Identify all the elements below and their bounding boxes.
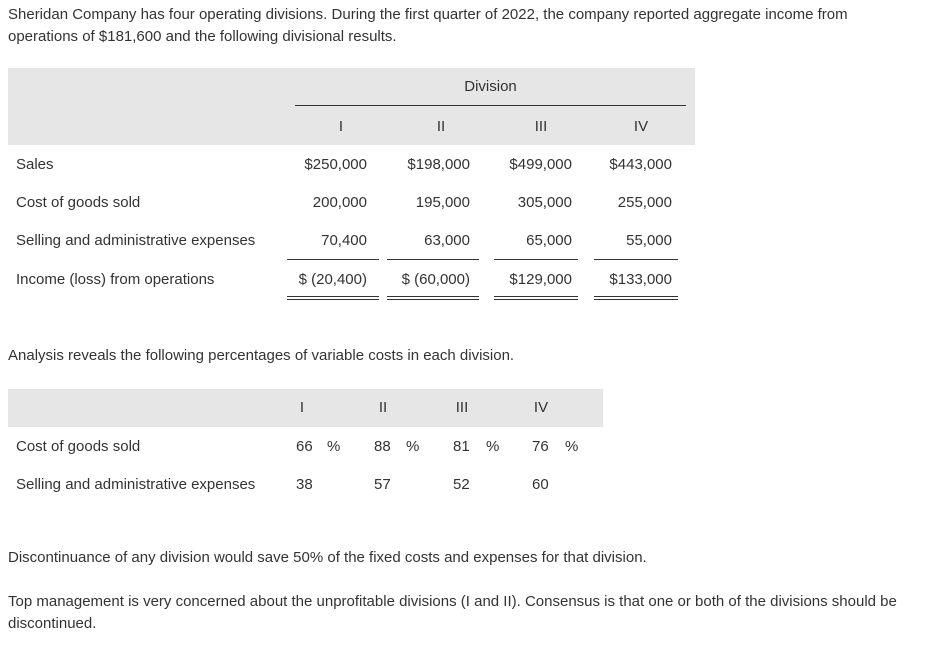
pct-sae-ii: 57 bbox=[374, 476, 391, 493]
discontinuance-paragraph: Discontinuance of any division would save 50% of the fixed costs and expenses for that division. bbox=[8, 549, 647, 566]
percent-sign: % bbox=[486, 438, 500, 455]
column-header-iii: III bbox=[534, 118, 548, 135]
column-header-ii: II bbox=[378, 399, 388, 416]
pct-cogs-i: 66 bbox=[296, 438, 313, 455]
column-header-i: I bbox=[338, 118, 344, 135]
header-rule bbox=[295, 105, 686, 106]
total-double-rule bbox=[287, 296, 379, 300]
pct-cogs-iii: 81 bbox=[453, 438, 470, 455]
top-management-paragraph: Top management is very concerned about the unprofitable divisions (I and II). Consensus is that one or both of the divisions should be discontinued. bbox=[8, 593, 897, 632]
intro-paragraph: Sheridan Company has four operating divisions. During the first quarter of 2022, the company reported aggregate income from operations of $181,600 and the following divisional results. bbox=[8, 6, 848, 45]
cell-sae-i: 70,400 bbox=[321, 232, 367, 249]
total-double-rule bbox=[387, 296, 479, 300]
pct-cogs-iv: 76 bbox=[532, 438, 549, 455]
column-header-iv: IV bbox=[633, 118, 649, 135]
pct-sae-iv: 60 bbox=[532, 476, 549, 493]
cell-sales-iii: $499,000 bbox=[509, 156, 572, 173]
cell-sales-i: $250,000 bbox=[304, 156, 367, 173]
percent-sign: % bbox=[327, 438, 341, 455]
cell-cogs-ii: 195,000 bbox=[415, 194, 470, 211]
row-label: Income (loss) from operations bbox=[16, 271, 215, 288]
cell-cogs-iv: 255,000 bbox=[617, 194, 672, 211]
division-group-header: Division bbox=[464, 78, 517, 95]
cell-income-ii: $ (60,000) bbox=[401, 271, 470, 288]
cell-sae-ii: 63,000 bbox=[424, 232, 470, 249]
cell-sales-ii: $198,000 bbox=[407, 156, 470, 173]
cell-sae-iv: 55,000 bbox=[626, 232, 672, 249]
percent-sign: % bbox=[406, 438, 420, 455]
row-label: Sales bbox=[16, 156, 54, 173]
column-header-ii: II bbox=[436, 118, 446, 135]
row-label: Cost of goods sold bbox=[16, 438, 141, 455]
cell-income-iii: $129,000 bbox=[509, 271, 572, 288]
subtotal-rule bbox=[287, 259, 379, 260]
cell-cogs-iii: 305,000 bbox=[517, 194, 572, 211]
row-label: Selling and administrative expenses bbox=[16, 232, 256, 249]
subtotal-rule bbox=[387, 259, 479, 260]
pct-cogs-ii: 88 bbox=[374, 438, 391, 455]
table-header bbox=[8, 389, 603, 427]
cell-cogs-i: 200,000 bbox=[312, 194, 367, 211]
pct-sae-iii: 52 bbox=[453, 476, 470, 493]
cell-income-i: $ (20,400) bbox=[298, 271, 367, 288]
row-label: Cost of goods sold bbox=[16, 194, 141, 211]
row-label: Selling and administrative expenses bbox=[16, 476, 256, 493]
total-double-rule bbox=[594, 296, 678, 300]
percent-sign: % bbox=[565, 438, 579, 455]
table-header bbox=[8, 68, 695, 145]
pct-sae-i: 38 bbox=[296, 476, 313, 493]
subtotal-rule bbox=[594, 259, 678, 260]
analysis-paragraph: Analysis reveals the following percentages of variable costs in each division. bbox=[8, 347, 515, 364]
cell-sales-iv: $443,000 bbox=[609, 156, 672, 173]
total-double-rule bbox=[494, 296, 578, 300]
subtotal-rule bbox=[494, 259, 578, 260]
cell-income-iv: $133,000 bbox=[609, 271, 672, 288]
column-header-iii: III bbox=[455, 399, 469, 416]
cell-sae-iii: 65,000 bbox=[526, 232, 572, 249]
column-header-i: I bbox=[299, 399, 305, 416]
column-header-iv: IV bbox=[533, 399, 549, 416]
